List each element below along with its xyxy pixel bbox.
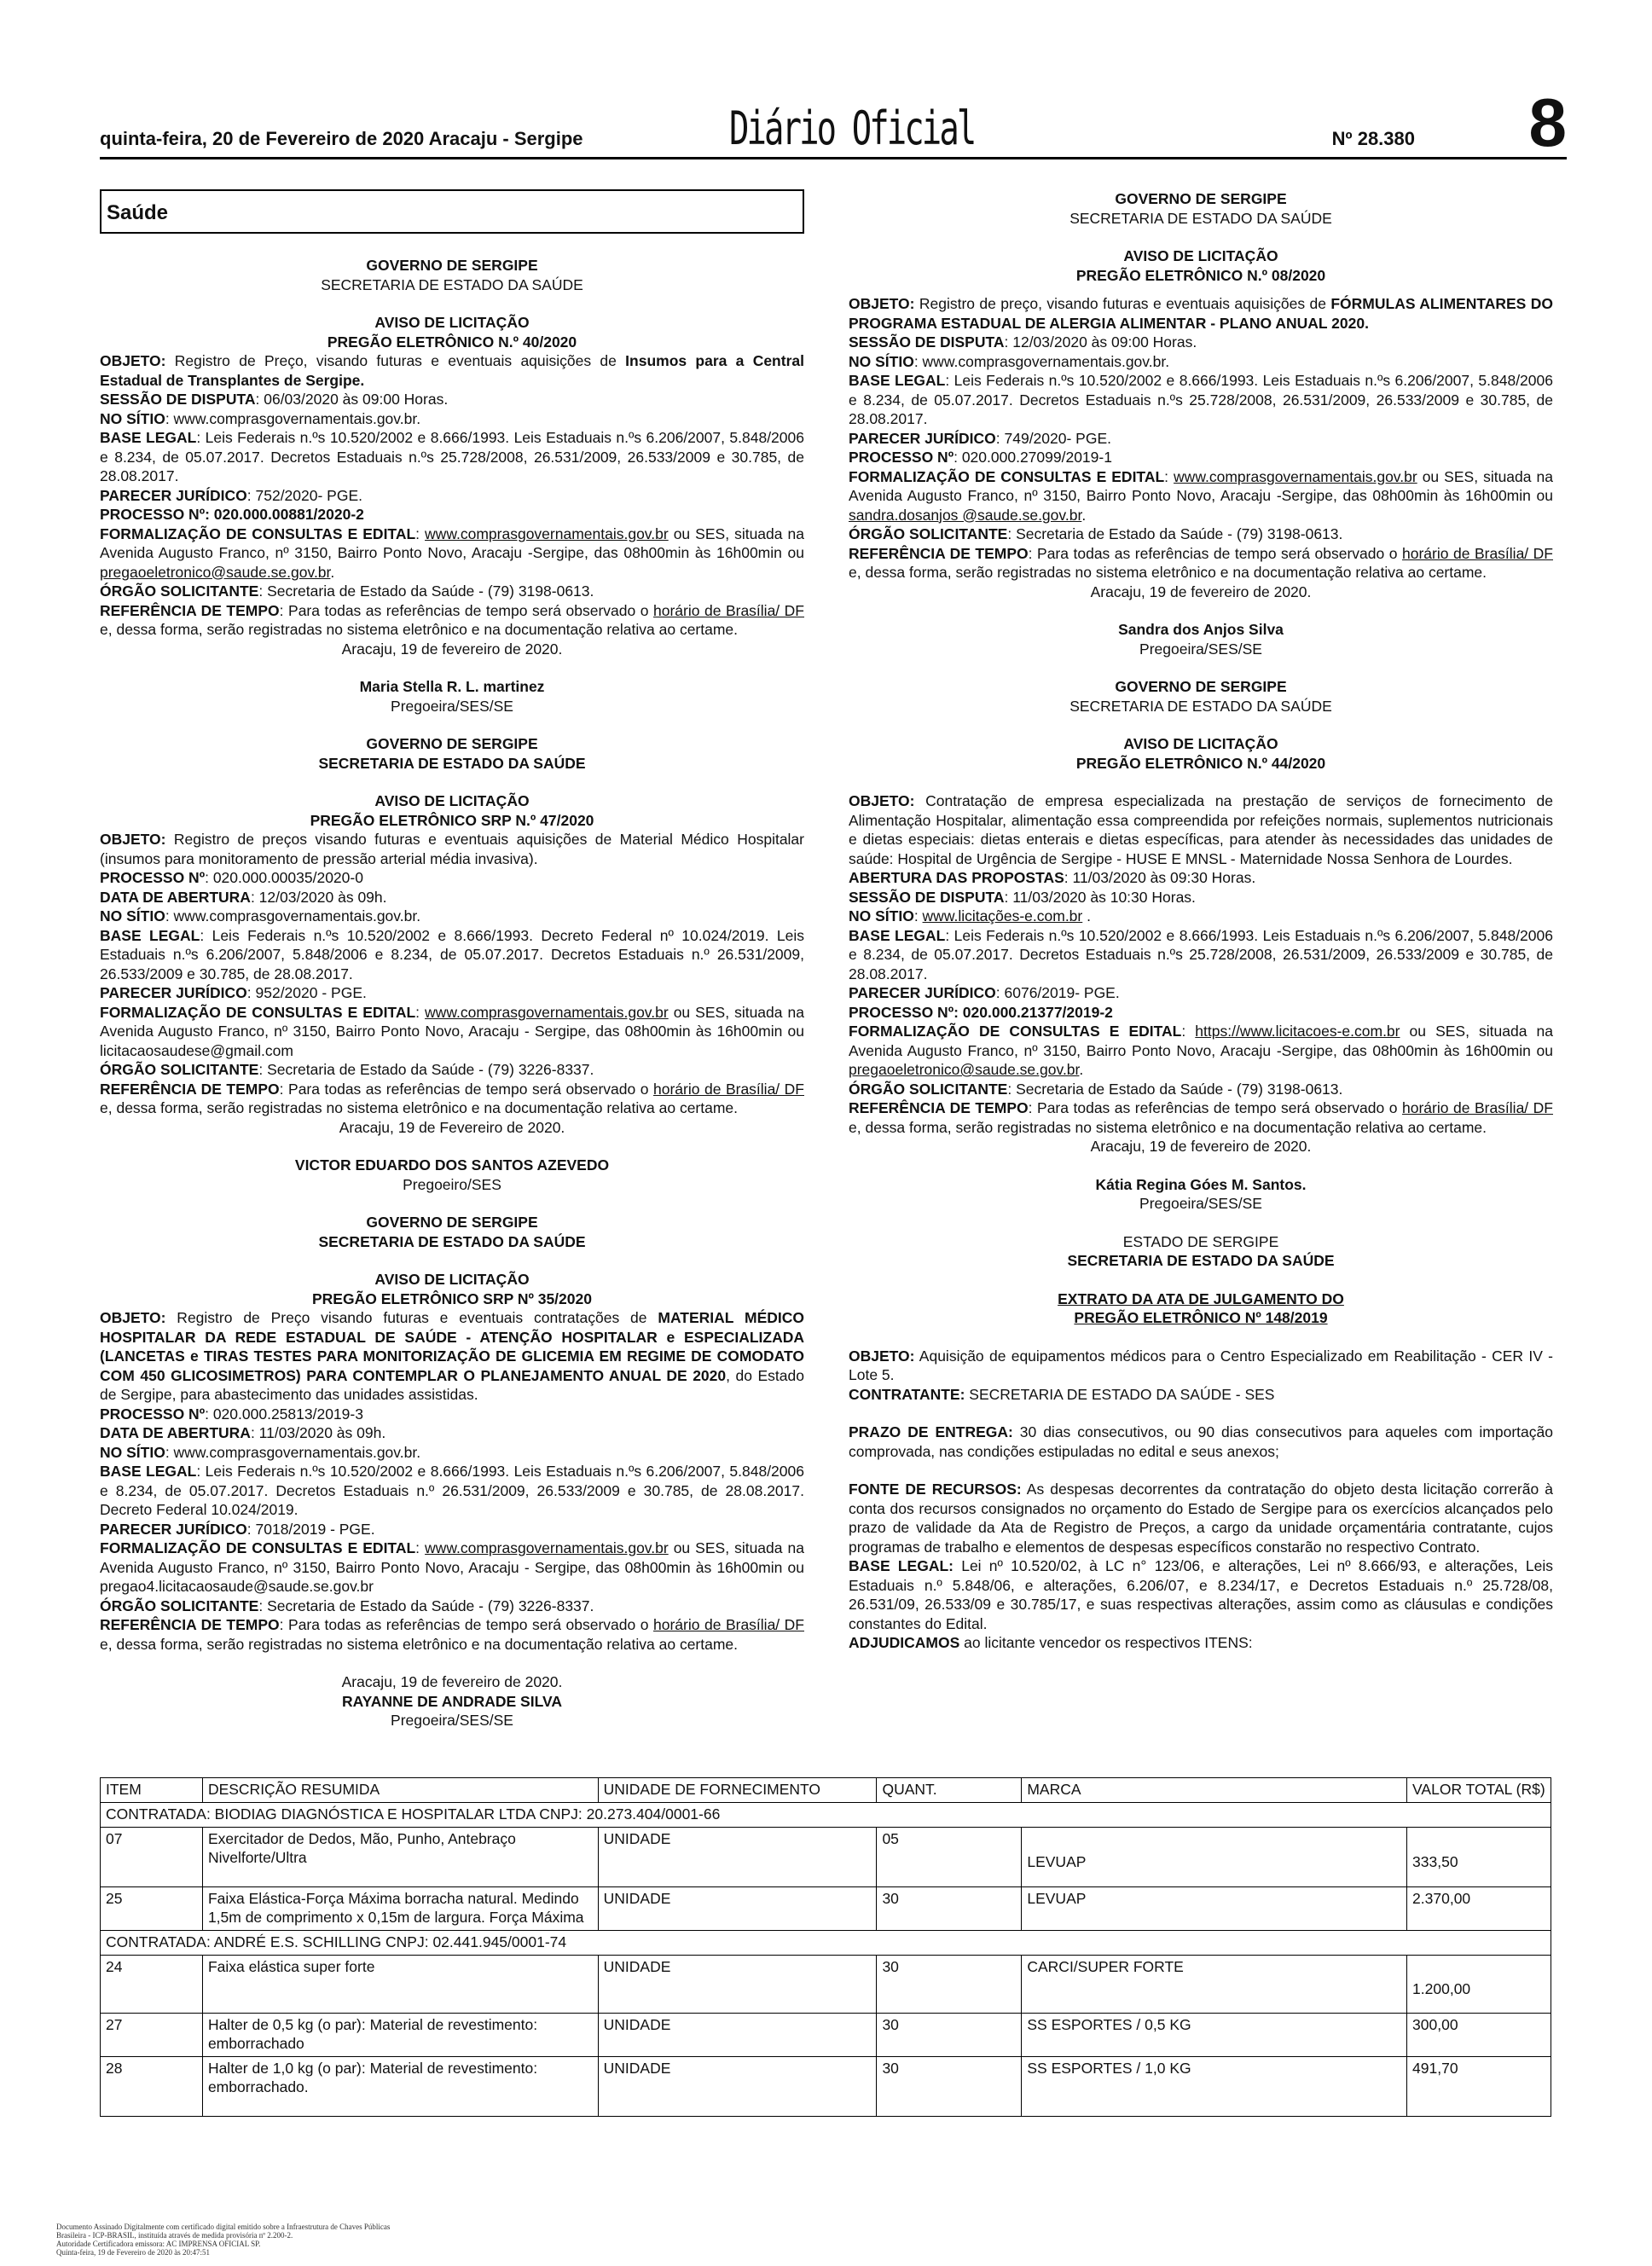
extrato-ata-148: [849, 1232, 1553, 1653]
table-row: 07 Exercitador de Dedos, Mão, Punho, Antebraço Nivelforte/Ultra UNIDADE 05 LEVUAP 333,50: [101, 1828, 1551, 1887]
notice-referencia: REFERÊNCIA DE TEMPO: Para todas as referências de tempo será observado o horário de Brasília/ DF e, dessa forma, serão registradas no sistema eletrônico e na documentação relativa ao certame.: [849, 544, 1553, 581]
notice-base-legal: BASE LEGAL: Leis Federais n.ºs 10.520/2002 e 8.666/1993. Leis Estaduais n.ºs 6.206/2007, 5.848/2006 e 8.234, de 05.07.2017. Decretos Estaduais n.ºs 25.728/2008, 26.531/2009, 26.533/2009 e 30.785, de 28.08.2017.: [100, 429, 804, 484]
notice-objeto: OBJETO: Registro de preço, visando futuras e eventuais aquisições de FÓRMULAS ALIMENTARES DO PROGRAMA ESTADUAL DE ALERGIA ALIMENTAR - PLANO ANUAL 2020.: [849, 295, 1553, 332]
table-row: 28 Halter de 1,0 kg (o par): Material de revestimento: emborrachado. UNIDADE 30 SS ESPORTES / 1,0 KG 491,70: [101, 2057, 1551, 2117]
notice-secretaria: SECRETARIA DE ESTADO DA SAÚDE: [1067, 1252, 1335, 1269]
notice-aviso: AVISO DE LICITAÇÃO: [374, 314, 530, 331]
notice-aviso: AVISO DE LICITAÇÃO: [1123, 247, 1278, 264]
notice-sessao: SESSÃO DE DISPUTA: 12/03/2020 às 09:00 Horas.: [849, 333, 1197, 351]
notice-sitio: NO SÍTIO: www.comprasgovernamentais.gov.br.: [849, 352, 1170, 370]
notice-aviso: AVISO DE LICITAÇÃO: [1123, 735, 1278, 752]
notice-signer: RAYANNE DE ANDRADE SILVA: [341, 1692, 562, 1710]
notice-prazo: PRAZO DE ENTREGA: 30 dias consecutivos, ou 90 dias consecutivos para aqueles com importação comprovada, nas condições estipuladas no edital e seus anexos;: [849, 1423, 1553, 1460]
notice-parecer: PARECER JURÍDICO: 7018/2019 - PGE.: [100, 1520, 375, 1538]
notice-role: Pregoeira/SES/SE: [1139, 1195, 1262, 1212]
notice-signer: Kátia Regina Góes M. Santos.: [1095, 1175, 1307, 1193]
notice-signer: VICTOR EDUARDO DOS SANTOS AZEVEDO: [294, 1156, 610, 1174]
col-marca: MARCA: [1022, 1778, 1407, 1803]
notice-sitio: NO SÍTIO: www.licitações-e.com.br .: [849, 907, 1091, 924]
notice-orgao: ÓRGÃO SOLICITANTE: Secretaria de Estado da Saúde - (79) 3198-0613.: [100, 582, 594, 600]
notice-processo: PROCESSO Nº: 020.000.25813/2019-3: [100, 1405, 363, 1423]
notice-signer: Maria Stella R. L. martinez: [359, 678, 545, 695]
notice-parecer: PARECER JURÍDICO: 749/2020- PGE.: [849, 429, 1111, 447]
notice-formalizacao: FORMALIZAÇÃO DE CONSULTAS E EDITAL: www.comprasgovernamentais.gov.br ou SES, situada na Avenida Augusto Franco, nº 3150, Bairro Ponto Novo, Aracaju - Sergipe, das 08h00min às 16h00min ou pregao4.licitacaosaude@saude.se.gov.br: [100, 1539, 804, 1595]
notice-referencia: REFERÊNCIA DE TEMPO: Para todas as referências de tempo será observado o horário de Brasília/ DF e, dessa forma, serão registradas no sistema eletrônico e na documentação relativa ao certame.: [100, 1080, 804, 1116]
contratada-label: CONTRATADA: ANDRÉ E.S. SCHILLING CNPJ: 02.441.945/0001-74: [101, 1931, 1551, 1956]
edition-number: Nº 28.380: [1331, 128, 1415, 149]
notice-formalizacao: FORMALIZAÇÃO DE CONSULTAS E EDITAL: www.comprasgovernamentais.gov.br ou SES, situada na Avenida Augusto Franco, nº 3150, Bairro Ponto Novo, Aracaju - Sergipe, das 08h00min às 16h00min ou licitacaosaudese@gmail.com: [100, 1003, 804, 1059]
table-row: 27 Halter de 0,5 kg (o par): Material de revestimento: emborrachado UNIDADE 30 SS ESPORTES / 0,5 KG 300,00: [101, 2014, 1551, 2057]
notice-role: Pregoeira/SES/SE: [391, 1712, 513, 1729]
notice-formalizacao: FORMALIZAÇÃO DE CONSULTAS E EDITAL: https://www.licitacoes-e.com.br ou SES, situada na Avenida Augusto Franco, nº 3150, Bairro Ponto Novo, Aracaju -Sergipe, das 08h00min às 16h00min ou pregaoeletronico@saude.se.gov.br.: [849, 1023, 1553, 1078]
header-date: quinta-feira, 20 de Fevereiro de 2020 Aracaju - Sergipe: [100, 128, 583, 149]
notice-sitio: NO SÍTIO: www.comprasgovernamentais.gov.br.: [100, 1443, 421, 1461]
notice-fonte: FONTE DE RECURSOS: As despesas decorrentes da contratação do objeto desta licitação correrão à conta dos recursos consignados no orçamento do Estado de Sergipe para os exercícios alcançados pelo prazo de validade da Ata de Registro de Preços, a cargo da unidade orçamentária contratante, cujos programas de trabalho e elementos de despesas específicos constarão no respectivo Contrato.: [849, 1481, 1553, 1556]
comprasgov-link[interactable]: www.comprasgovernamentais.gov.br: [425, 1539, 669, 1556]
notice-formalizacao: FORMALIZAÇÃO DE CONSULTAS E EDITAL: www.comprasgovernamentais.gov.br ou SES, situada na Avenida Augusto Franco, nº 3150, Bairro Ponto Novo, Aracaju -Sergipe, das 08h00min às 16h00min ou sandra.dosanjos @saude.se.gov.br.: [849, 467, 1553, 524]
notice-gov: GOVERNO DE SERGIPE: [366, 1214, 538, 1231]
notice-signer: Sandra dos Anjos Silva: [1118, 621, 1284, 638]
contratada-row: [101, 1931, 1551, 1956]
col-quant: QUANT.: [877, 1778, 1022, 1803]
contratada-label: CONTRATADA: BIODIAG DIAGNÓSTICA E HOSPITALAR LTDA CNPJ: 20.273.404/0001-66: [101, 1803, 1551, 1828]
extrato-pregao: PREGÃO ELETRÔNICO Nº 148/2019: [1074, 1309, 1328, 1326]
email-link[interactable]: sandra.dosanjos @saude.se.gov.br: [849, 506, 1082, 524]
notice-pregao: PREGÃO ELETRÔNICO N.º 44/2020: [1075, 754, 1326, 772]
notice-secretaria: SECRETARIA DE ESTADO DA SAÚDE: [1069, 209, 1332, 227]
notice-secretaria: SECRETARIA DE ESTADO DA SAÚDE: [321, 275, 583, 293]
notice-sitio: NO SÍTIO: www.comprasgovernamentais.gov.br.: [100, 907, 421, 924]
contratada-row: [101, 1803, 1551, 1828]
comprasgov-link[interactable]: www.comprasgovernamentais.gov.br: [1174, 467, 1417, 485]
left-column: [100, 189, 804, 1730]
notice-parecer: PARECER JURÍDICO: 952/2020 - PGE.: [100, 984, 367, 1001]
newspaper-title: Diário Oficial: [729, 101, 975, 155]
notice-pregao-40: [100, 256, 804, 716]
notice-pregao: PREGÃO ELETRÔNICO SRP N.º 47/2020: [310, 811, 594, 829]
notice-pregao: PREGÃO ELETRÔNICO N.º 40/2020: [327, 333, 577, 351]
notice-role: Pregoeiro/SES: [403, 1175, 501, 1193]
notice-objeto: OBJETO: Registro de Preço, visando futuras e eventuais aquisições de Insumos para a Central Estadual de Transplantes de Sergipe.: [100, 352, 804, 389]
notice-orgao: ÓRGÃO SOLICITANTE: Secretaria de Estado da Saúde - (79) 3198-0613.: [849, 1080, 1343, 1098]
notice-gov: GOVERNO DE SERGIPE: [1115, 190, 1287, 207]
notice-sitio: NO SÍTIO: www.comprasgovernamentais.gov.br.: [100, 409, 421, 427]
notice-processo: PROCESSO Nº: 020.000.27099/2019-1: [849, 449, 1112, 466]
notice-role: Pregoeira/SES/SE: [391, 697, 513, 715]
notice-base-legal: BASE LEGAL: Leis Federais n.ºs 10.520/2002 e 8.666/1993. Leis Estaduais n.ºs 6.206/2007, 5.848/2006 e 8.234, de 05.07.2017. Decretos Estaduais n.ºs 25.728/2008, 26.531/2009, 26.533/2009 e 30.785, de 28.08.2017.: [849, 372, 1553, 427]
col-unidade: UNIDADE DE FORNECIMENTO: [598, 1778, 877, 1803]
notice-date: Aracaju, 19 de fevereiro de 2020.: [341, 1673, 563, 1690]
extrato-title: EXTRATO DA ATA DE JULGAMENTO DO: [1058, 1289, 1344, 1307]
notice-pregao-47: [100, 734, 804, 1194]
page-header: [100, 84, 1567, 160]
licitacoes-https-link[interactable]: https://www.licitacoes-e.com.br: [1195, 1023, 1400, 1040]
notice-state: ESTADO DE SERGIPE: [1122, 1232, 1279, 1250]
notice-objeto: OBJETO: Registro de Preço visando futuras e eventuais contratações de MATERIAL MÉDICO HOSPITALAR DA REDE ESTADUAL DE SAÚDE - ATENÇÃO HOSPITALAR e ESPECIALIZADA (LANCETAS e TIRAS TESTES PARA MONITORIZAÇÃO DE GLICEMIA EM REGIME DE COMODATO COM 450 GLICOSIMETROS) PARA CONTEMPLAR O PLANEJAMENTO ANUAL DE 2020, do Estado de Sergipe, para abastecimento das unidades assistidas.: [100, 1309, 805, 1403]
email-link[interactable]: pregaoeletronico@saude.se.gov.br: [849, 1061, 1080, 1078]
notice-base-legal: BASE LEGAL: Lei nº 10.520/02, à LC n° 123/06, e alterações, Lei nº 8.666/93, e alterações, Leis Estaduais n.º 5.848/06, e alterações, 6.206/07, e 8.234/17, e Decretos Estaduais n.º 25.728/08, 26.531/09, 26.533/09 e 30.785/17, e suas respectivas alterações, assim como as cláusulas e condições constantes do Edital.: [849, 1557, 1553, 1632]
items-table-wrap: [100, 1777, 1551, 2117]
notice-objeto: OBJETO: Contratação de empresa especializada na prestação de serviços de fornecimento de Alimentação Hospitalar, alimentação essa compreendida por refeições normais, suplementos nutricionais e dietas especiais: dietas enterais e dietas específicas, para atender às necessidades das unidades de saúde: Hospital de Urgência de Sergipe - HUSE E MNSL - Maternidade Nossa Senhora de Lourdes.: [849, 792, 1553, 867]
notice-secretaria: SECRETARIA DE ESTADO DA SAÚDE: [318, 754, 586, 772]
notice-pregao-35: [100, 1213, 804, 1730]
notice-date: Aracaju, 19 de fevereiro de 2020.: [1090, 582, 1312, 600]
notice-pregao-08: [849, 189, 1553, 658]
notice-formalizacao: FORMALIZAÇÃO DE CONSULTAS E EDITAL: www.comprasgovernamentais.gov.br ou SES, situada na Avenida Augusto Franco, nº 3150, Bairro Ponto Novo, Aracaju -Sergipe, das 08h00min às 16h00min ou pregaoeletronico@saude.se.gov.br.: [100, 524, 804, 581]
section-title: Saúde: [100, 189, 804, 234]
notice-aviso: AVISO DE LICITAÇÃO: [374, 792, 530, 809]
col-valor: VALOR TOTAL (R$): [1407, 1778, 1551, 1803]
notice-base-legal: BASE LEGAL: Leis Federais n.ºs 10.520/2002 e 8.666/1993. Decreto Federal nº 10.024/2019. Leis Estaduais n.ºs 6.206/2007, 5.848/2006 e 8.234, de 05.07.2017. Decretos Estaduais n.º 26.531/2009, 26.533/2009 e 30.785, de 28.08.2017.: [100, 926, 804, 982]
table-header-row: [101, 1778, 1551, 1803]
notice-abertura: DATA DE ABERTURA: 12/03/2020 às 09h.: [100, 888, 387, 906]
notice-abertura: ABERTURA DAS PROPOSTAS: 11/03/2020 às 09:30 Horas.: [849, 869, 1256, 886]
notice-abertura: DATA DE ABERTURA: 11/03/2020 às 09h.: [100, 1424, 386, 1441]
notice-pregao: PREGÃO ELETRÔNICO N.º 08/2020: [1075, 266, 1326, 284]
notice-orgao: ÓRGÃO SOLICITANTE: Secretaria de Estado da Saúde - (79) 3226-8337.: [100, 1597, 594, 1614]
col-item: ITEM: [101, 1778, 203, 1803]
notice-pregao: PREGÃO ELETRÔNICO SRP Nº 35/2020: [312, 1289, 592, 1307]
notice-sessao: SESSÃO DE DISPUTA: 06/03/2020 às 09:00 Horas.: [100, 391, 449, 408]
comprasgov-link[interactable]: www.comprasgovernamentais.gov.br: [425, 1003, 669, 1021]
notice-sessao: SESSÃO DE DISPUTA: 11/03/2020 às 10:30 Horas.: [849, 888, 1196, 906]
notice-gov: GOVERNO DE SERGIPE: [366, 257, 538, 274]
notice-date: Aracaju, 19 de Fevereiro de 2020.: [339, 1118, 565, 1136]
notice-referencia: REFERÊNCIA DE TEMPO: Para todas as referências de tempo será observado o horário de Brasília/ DF e, dessa forma, serão registradas no sistema eletrônico e na documentação relativa ao certame.: [100, 1616, 804, 1653]
table-row: 24 Faixa elástica super forte UNIDADE 30 CARCI/SUPER FORTE 1.200,00: [101, 1956, 1551, 2014]
col-descricao: DESCRIÇÃO RESUMIDA: [202, 1778, 598, 1803]
digital-signature-footer: Documento Assinado Digitalmente com certificado digital emitido sobre a Infraestrutura de Chaves Públicas Brasileira - ICP-BRASIL, instituída através de medida provisória nº 2.200-2. Autoridade Certificadora emissora: AC IMPRENSA OFICIAL SP. Quinta-feira, 19 de Fevereiro de 2020 às 20:47:51: [56, 2223, 391, 2257]
notice-pregao-44: [849, 677, 1553, 1214]
notice-parecer: PARECER JURÍDICO: 6076/2019- PGE.: [849, 984, 1120, 1001]
notice-base-legal: BASE LEGAL: Leis Federais n.ºs 10.520/2002 e 8.666/1993. Leis Estaduais n.ºs 6.206/2007, 5.848/2006 e 8.234, de 05.07.2017. Decretos Estaduais n.º 26.531/2009, 26.533/2009 e 30.785, de 28.08.2017. Decreto Federal 10.024/2019.: [100, 1463, 804, 1518]
licitacoes-link[interactable]: www.licitações-e.com.br: [922, 907, 1083, 924]
notice-parecer: PARECER JURÍDICO: 752/2020- PGE.: [100, 486, 362, 504]
email-link[interactable]: pregaoeletronico@saude.se.gov.br: [100, 563, 331, 581]
notice-base-legal: BASE LEGAL: Leis Federais n.ºs 10.520/2002 e 8.666/1993. Leis Estaduais n.ºs 6.206/2007, 5.848/2006 e 8.234, de 05.07.2017. Decretos Estaduais n.ºs 25.728/2008, 26.531/2009, 26.533/2009 e 30.785, de 28.08.2017.: [849, 926, 1553, 982]
table-row: 25 Faixa Elástica-Força Máxima borracha natural. Medindo 1,5m de comprimento x 0,15m de largura. Força Máxima UNIDADE 30 LEVUAP 2.370,00: [101, 1887, 1551, 1931]
page-number: 8: [1528, 84, 1567, 160]
notice-contratante: CONTRATANTE: SECRETARIA DE ESTADO DA SAÚDE - SES: [849, 1385, 1275, 1403]
notice-orgao: ÓRGÃO SOLICITANTE: Secretaria de Estado da Saúde - (79) 3198-0613.: [849, 525, 1343, 542]
notice-objeto: OBJETO: Aquisição de equipamentos médicos para o Centro Especializado em Reabilitação - CER IV - Lote 5.: [849, 1347, 1553, 1383]
notice-referencia: REFERÊNCIA DE TEMPO: Para todas as referências de tempo será observado o horário de Brasília/ DF e, dessa forma, serão registradas no sistema eletrônico e na documentação relativa ao certame.: [849, 1099, 1553, 1136]
notice-secretaria: SECRETARIA DE ESTADO DA SAÚDE: [1069, 697, 1332, 715]
notice-orgao: ÓRGÃO SOLICITANTE: Secretaria de Estado da Saúde - (79) 3226-8337.: [100, 1061, 594, 1078]
notice-date: Aracaju, 19 de fevereiro de 2020.: [1090, 1138, 1312, 1155]
notice-processo: PROCESSO Nº: 020.000.00881/2020-2: [100, 506, 364, 523]
notice-date: Aracaju, 19 de fevereiro de 2020.: [341, 640, 563, 658]
notice-processo: PROCESSO Nº: 020.000.21377/2019-2: [849, 1003, 1113, 1021]
notice-gov: GOVERNO DE SERGIPE: [366, 735, 538, 752]
notice-role: Pregoeira/SES/SE: [1139, 640, 1262, 658]
notice-adjudicamos: ADJUDICAMOS ao licitante vencedor os respectivos ITENS:: [849, 1634, 1253, 1651]
notice-referencia: REFERÊNCIA DE TEMPO: Para todas as referências de tempo será observado o horário de Brasília/ DF e, dessa forma, serão registradas no sistema eletrônico e na documentação relativa ao certame.: [100, 601, 804, 638]
notice-secretaria: SECRETARIA DE ESTADO DA SAÚDE: [318, 1232, 586, 1250]
items-table: [100, 1777, 1551, 2117]
right-column: [849, 189, 1553, 1653]
notice-objeto: OBJETO: Registro de preços visando futuras e eventuais aquisições de Material Médico Hospitalar (insumos para monitoramento de pressão arterial média invasiva).: [100, 831, 804, 867]
notice-processo: PROCESSO Nº: 020.000.00035/2020-0: [100, 869, 363, 886]
notice-aviso: AVISO DE LICITAÇÃO: [374, 1271, 530, 1288]
notice-gov: GOVERNO DE SERGIPE: [1115, 678, 1287, 695]
comprasgov-link[interactable]: www.comprasgovernamentais.gov.br: [425, 524, 669, 542]
